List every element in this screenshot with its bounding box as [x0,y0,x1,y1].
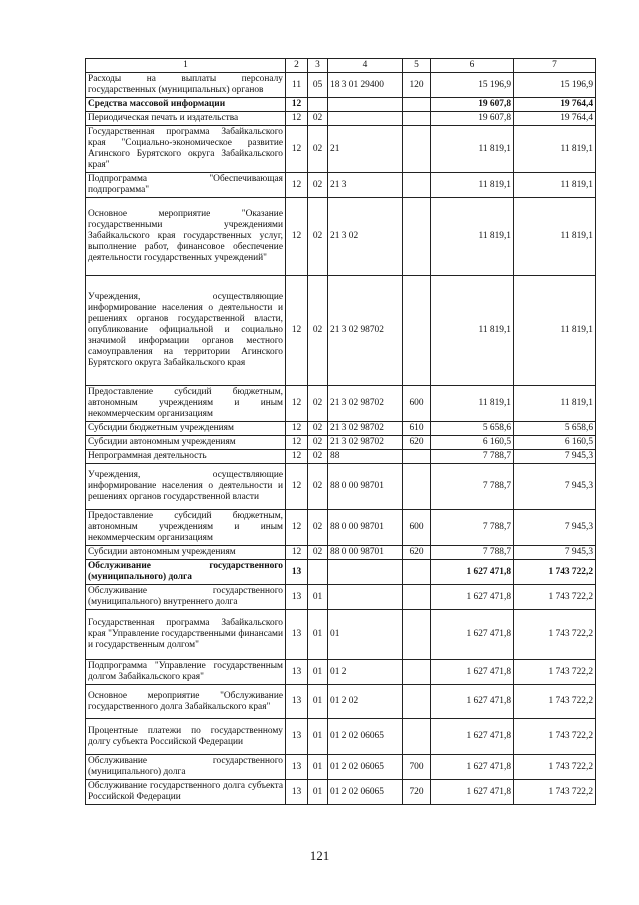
amount-col6-cell: 1 627 471,8 [431,719,514,755]
amount-col7-cell: 5 658,6 [514,422,596,436]
amount-col6-cell: 1 627 471,8 [431,610,514,660]
amount-col7-cell: 1 743 722,2 [514,780,596,805]
row-name-cell: Периодическая печать и издательства [86,112,286,126]
row-name-cell: Обслуживание государственного (муниципального) внутреннего долга [86,585,286,610]
target-code-cell: 21 3 02 98702 [328,386,403,422]
amount-col7-cell: 1 743 722,2 [514,560,596,585]
subsection-code-cell: 02 [308,450,328,464]
amount-col7-cell: 7 945,3 [514,546,596,560]
table-row [86,276,596,386]
target-code-cell: 21 3 [328,173,403,198]
target-code-cell: 01 2 02 [328,685,403,719]
target-code-cell: 01 [328,610,403,660]
section-code-cell: 13 [286,560,308,585]
row-name-cell: Обслуживание государственного (муниципального) долга [86,560,286,585]
subsection-code-cell: 02 [308,112,328,126]
target-code-cell: 21 3 02 98702 [328,436,403,450]
target-code-cell: 88 0 00 98701 [328,464,403,510]
amount-col7-cell: 6 160,5 [514,436,596,450]
amount-col7-cell: 11 819,1 [514,276,596,386]
amount-col7-cell: 15 196,9 [514,73,596,98]
target-code-cell: 88 0 00 98701 [328,510,403,546]
row-name-cell: Предоставление субсидий бюджетным, автономным учреждениям и иным некоммерческим организациям [86,386,286,422]
table-row [86,755,596,780]
table-row [86,450,596,464]
target-code-cell: 01 2 02 06065 [328,719,403,755]
table-body [86,59,596,805]
expense-type-cell [403,450,431,464]
target-code-cell: 21 [328,126,403,173]
table-row [86,610,596,660]
target-code-cell [328,98,403,112]
amount-col6-cell: 11 819,1 [431,126,514,173]
table-row [86,464,596,510]
amount-col6-cell: 1 627 471,8 [431,560,514,585]
table-row [86,198,596,276]
section-code-cell: 13 [286,685,308,719]
section-code-cell: 12 [286,386,308,422]
amount-col7-cell: 7 945,3 [514,450,596,464]
section-code-cell: 13 [286,585,308,610]
expense-type-cell [403,98,431,112]
target-code-cell: 21 3 02 98702 [328,422,403,436]
section-code-cell: 12 [286,464,308,510]
section-code-cell: 13 [286,610,308,660]
row-name-cell: Средства массовой информации [86,98,286,112]
expense-type-cell: 700 [403,755,431,780]
amount-col7-cell: 1 743 722,2 [514,585,596,610]
subsection-code-cell: 02 [308,386,328,422]
row-name-cell: Предоставление субсидий бюджетным, автономным учреждениям и иным некоммерческим организациям [86,510,286,546]
row-name-cell: Учреждения, осуществляющие информирование населения о деятельности и решениях органов государственной власти [86,464,286,510]
subsection-code-cell: 01 [308,755,328,780]
amount-col6-cell: 11 819,1 [431,276,514,386]
amount-col6-cell: 11 819,1 [431,198,514,276]
amount-col6-cell: 19 607,8 [431,112,514,126]
amount-col7-cell: 7 945,3 [514,464,596,510]
section-code-cell: 12 [286,276,308,386]
expense-type-cell [403,719,431,755]
target-code-cell: 18 3 01 29400 [328,73,403,98]
amount-col6-cell: 7 788,7 [431,546,514,560]
target-code-cell: 01 2 02 06065 [328,780,403,805]
row-name-cell: Учреждения, осуществляющие информирование населения о деятельности и решениях органов государственной власти, опубликование официальной и социально значимой информации органов местного самоуправления на территории Агинского Бурятского округа Забайкальского края [86,276,286,386]
amount-col7-cell: 19 764,4 [514,98,596,112]
row-name-cell: Процентные платежи по государственному долгу субъекта Российской Федерации [86,719,286,755]
row-name-cell: Субсидии автономным учреждениям [86,436,286,450]
row-name-cell: Государственная программа Забайкальского края "Управление государственными финансами и государственным долгом" [86,610,286,660]
header-row [86,59,596,73]
table-row [86,173,596,198]
subsection-code-cell: 01 [308,719,328,755]
expense-type-cell: 620 [403,546,431,560]
target-code-cell [328,585,403,610]
section-code-cell: 13 [286,660,308,685]
amount-col6-cell: 5 658,6 [431,422,514,436]
subsection-code-cell: 02 [308,126,328,173]
expense-type-cell [403,276,431,386]
table-row [86,422,596,436]
amount-col6-cell: 1 627 471,8 [431,685,514,719]
section-code-cell: 12 [286,173,308,198]
subsection-code-cell: 02 [308,510,328,546]
subsection-code-cell: 02 [308,198,328,276]
section-code-cell: 12 [286,450,308,464]
amount-col7-cell: 11 819,1 [514,173,596,198]
amount-col6-cell: 7 788,7 [431,510,514,546]
table-row [86,719,596,755]
expense-type-cell: 610 [403,422,431,436]
amount-col6-cell: 1 627 471,8 [431,585,514,610]
section-code-cell: 12 [286,546,308,560]
expense-type-cell: 600 [403,386,431,422]
subsection-code-cell: 02 [308,546,328,560]
amount-col6-cell: 1 627 471,8 [431,755,514,780]
expense-type-cell [403,173,431,198]
target-code-cell: 01 2 02 06065 [328,755,403,780]
header-cell-5: 5 [403,59,431,73]
header-cell-3: 3 [308,59,328,73]
row-name-cell: Непрограммная деятельность [86,450,286,464]
subsection-code-cell: 01 [308,585,328,610]
expense-type-cell [403,112,431,126]
subsection-code-cell: 01 [308,685,328,719]
amount-col6-cell: 15 196,9 [431,73,514,98]
header-cell-7: 7 [514,59,596,73]
section-code-cell: 12 [286,422,308,436]
section-code-cell: 13 [286,719,308,755]
subsection-code-cell: 02 [308,464,328,510]
amount-col7-cell: 1 743 722,2 [514,660,596,685]
row-name-cell: Государственная программа Забайкальского края "Социально-экономическое развитие Агинского Бурятского округа Забайкальского края" [86,126,286,173]
table-row [86,780,596,805]
section-code-cell: 12 [286,126,308,173]
target-code-cell: 01 2 [328,660,403,685]
subsection-code-cell [308,560,328,585]
amount-col6-cell: 1 627 471,8 [431,660,514,685]
amount-col6-cell: 6 160,5 [431,436,514,450]
table-row [86,546,596,560]
header-cell-2: 2 [286,59,308,73]
expense-type-cell [403,685,431,719]
expense-type-cell: 600 [403,510,431,546]
amount-col6-cell: 19 607,8 [431,98,514,112]
row-name-cell: Подпрограмма "Обеспечивающая подпрограмма" [86,173,286,198]
amount-col6-cell: 7 788,7 [431,464,514,510]
expense-type-cell [403,126,431,173]
amount-col7-cell: 1 743 722,2 [514,685,596,719]
subsection-code-cell [308,98,328,112]
section-code-cell: 13 [286,780,308,805]
section-code-cell: 12 [286,510,308,546]
amount-col7-cell: 11 819,1 [514,126,596,173]
amount-col7-cell: 11 819,1 [514,198,596,276]
subsection-code-cell: 02 [308,173,328,198]
row-name-cell: Субсидии автономным учреждениям [86,546,286,560]
subsection-code-cell: 05 [308,73,328,98]
budget-table [85,58,596,805]
expense-type-cell [403,198,431,276]
expense-type-cell [403,585,431,610]
table-row [86,560,596,585]
amount-col6-cell: 1 627 471,8 [431,780,514,805]
section-code-cell: 12 [286,436,308,450]
table-row [86,98,596,112]
table-row [86,73,596,98]
row-name-cell: Обслуживание государственного (муниципального) долга [86,755,286,780]
row-name-cell: Подпрограмма "Управление государственным долгом Забайкальского края" [86,660,286,685]
section-code-cell: 11 [286,73,308,98]
row-name-cell: Основное мероприятие "Обслуживание государственного долга Забайкальского края" [86,685,286,719]
amount-col6-cell: 11 819,1 [431,386,514,422]
section-code-cell: 12 [286,98,308,112]
subsection-code-cell: 02 [308,436,328,450]
table-row [86,126,596,173]
header-cell-1: 1 [86,59,286,73]
subsection-code-cell: 01 [308,660,328,685]
subsection-code-cell: 02 [308,422,328,436]
section-code-cell: 13 [286,755,308,780]
section-code-cell: 12 [286,112,308,126]
header-cell-6: 6 [431,59,514,73]
amount-col7-cell: 1 743 722,2 [514,719,596,755]
expense-type-cell: 620 [403,436,431,450]
subsection-code-cell: 02 [308,276,328,386]
amount-col7-cell: 1 743 722,2 [514,755,596,780]
page-number: 121 [309,848,330,863]
target-code-cell [328,112,403,126]
target-code-cell: 88 [328,450,403,464]
expense-type-cell [403,660,431,685]
row-name-cell: Расходы на выплаты персоналу государственных (муниципальных) органов [86,73,286,98]
row-name-cell: Обслуживание государственного долга субъекта Российской Федерации [86,780,286,805]
expense-type-cell [403,610,431,660]
table-row [86,510,596,546]
amount-col7-cell: 7 945,3 [514,510,596,546]
expense-type-cell [403,560,431,585]
target-code-cell [328,560,403,585]
table-row [86,386,596,422]
target-code-cell: 21 3 02 98702 [328,276,403,386]
table-row [86,585,596,610]
row-name-cell: Основное мероприятие "Оказание государственными учреждениями Забайкальского края государственных услуг, выполнение работ, финансовое обеспечение деятельности государственных учреждений" [86,198,286,276]
table-row [86,112,596,126]
amount-col6-cell: 7 788,7 [431,450,514,464]
amount-col7-cell: 11 819,1 [514,386,596,422]
expense-type-cell: 120 [403,73,431,98]
expense-type-cell [403,464,431,510]
subsection-code-cell: 01 [308,780,328,805]
amount-col7-cell: 1 743 722,2 [514,610,596,660]
table-row [86,685,596,719]
expense-type-cell: 720 [403,780,431,805]
subsection-code-cell: 01 [308,610,328,660]
amount-col7-cell: 19 764,4 [514,112,596,126]
row-name-cell: Субсидии бюджетным учреждениям [86,422,286,436]
target-code-cell: 88 0 00 98701 [328,546,403,560]
target-code-cell: 21 3 02 [328,198,403,276]
amount-col6-cell: 11 819,1 [431,173,514,198]
table-row [86,660,596,685]
section-code-cell: 12 [286,198,308,276]
table-row [86,436,596,450]
header-cell-4: 4 [328,59,403,73]
